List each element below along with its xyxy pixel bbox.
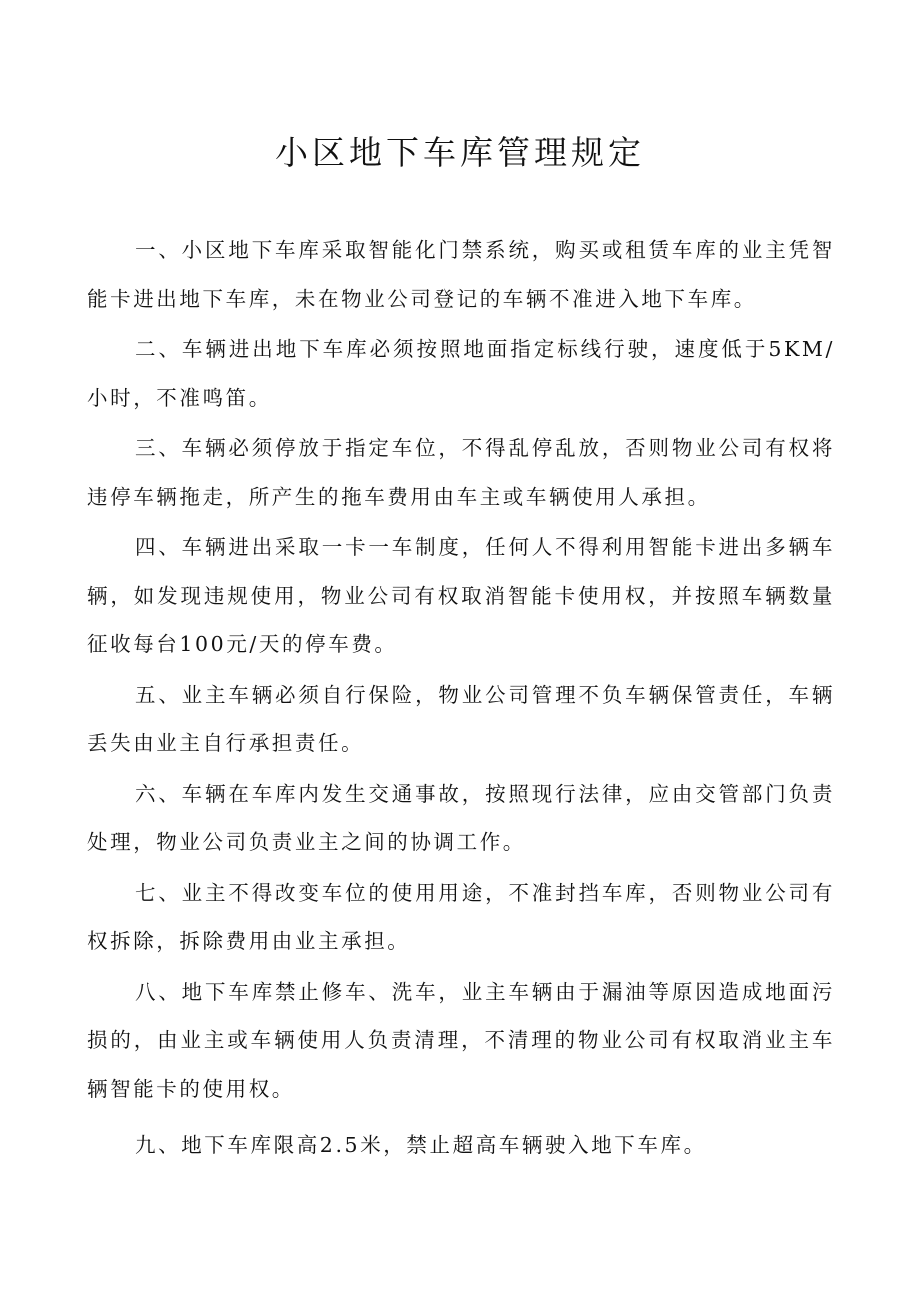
rule-paragraph-8: 八、地下车库禁止修车、洗车，业主车辆由于漏油等原因造成地面污损的，由业主或车辆使用人负责清理，不清理的物业公司有权取消业主车辆智能卡的使用权。 <box>87 979 835 1101</box>
rule-paragraph-4: 四、车辆进出采取一卡一车制度，任何人不得利用智能卡进出多辆车辆，如发现违规使用，物业公司有权取消智能卡使用权，并按照车辆数量征收每台100元/天的停车费。 <box>87 535 835 656</box>
page-title: 小区地下车库管理规定 <box>275 133 645 172</box>
rule-paragraph-3: 三、车辆必须停放于指定车位，不得乱停乱放，否则物业公司有权将违停车辆拖走，所产生的拖车费用由车主或车辆使用人承担。 <box>87 436 835 509</box>
rule-paragraph-5: 五、业主车辆必须自行保险，物业公司管理不负车辆保管责任，车辆丢失由业主自行承担责任。 <box>87 682 835 755</box>
rule-paragraph-6: 六、车辆在车库内发生交通事故，按照现行法律，应由交管部门负责处理，物业公司负责业主之间的协调工作。 <box>87 781 835 854</box>
document-body <box>87 226 835 1172</box>
rule-paragraph-7: 七、业主不得改变车位的使用用途，不准封挡车库，否则物业公司有权拆除，拆除费用由业主承担。 <box>87 880 835 953</box>
rule-paragraph-1: 一、小区地下车库采取智能化门禁系统，购买或租赁车库的业主凭智能卡进出地下车库，未在物业公司登记的车辆不准进入地下车库。 <box>87 238 835 311</box>
rule-paragraph-2: 二、车辆进出地下车库必须按照地面指定标线行驶，速度低于5KM/小时，不准鸣笛。 <box>87 337 835 410</box>
rule-paragraph-9: 九、地下车库限高2.5米，禁止超高车辆驶入地下车库。 <box>135 1133 707 1157</box>
